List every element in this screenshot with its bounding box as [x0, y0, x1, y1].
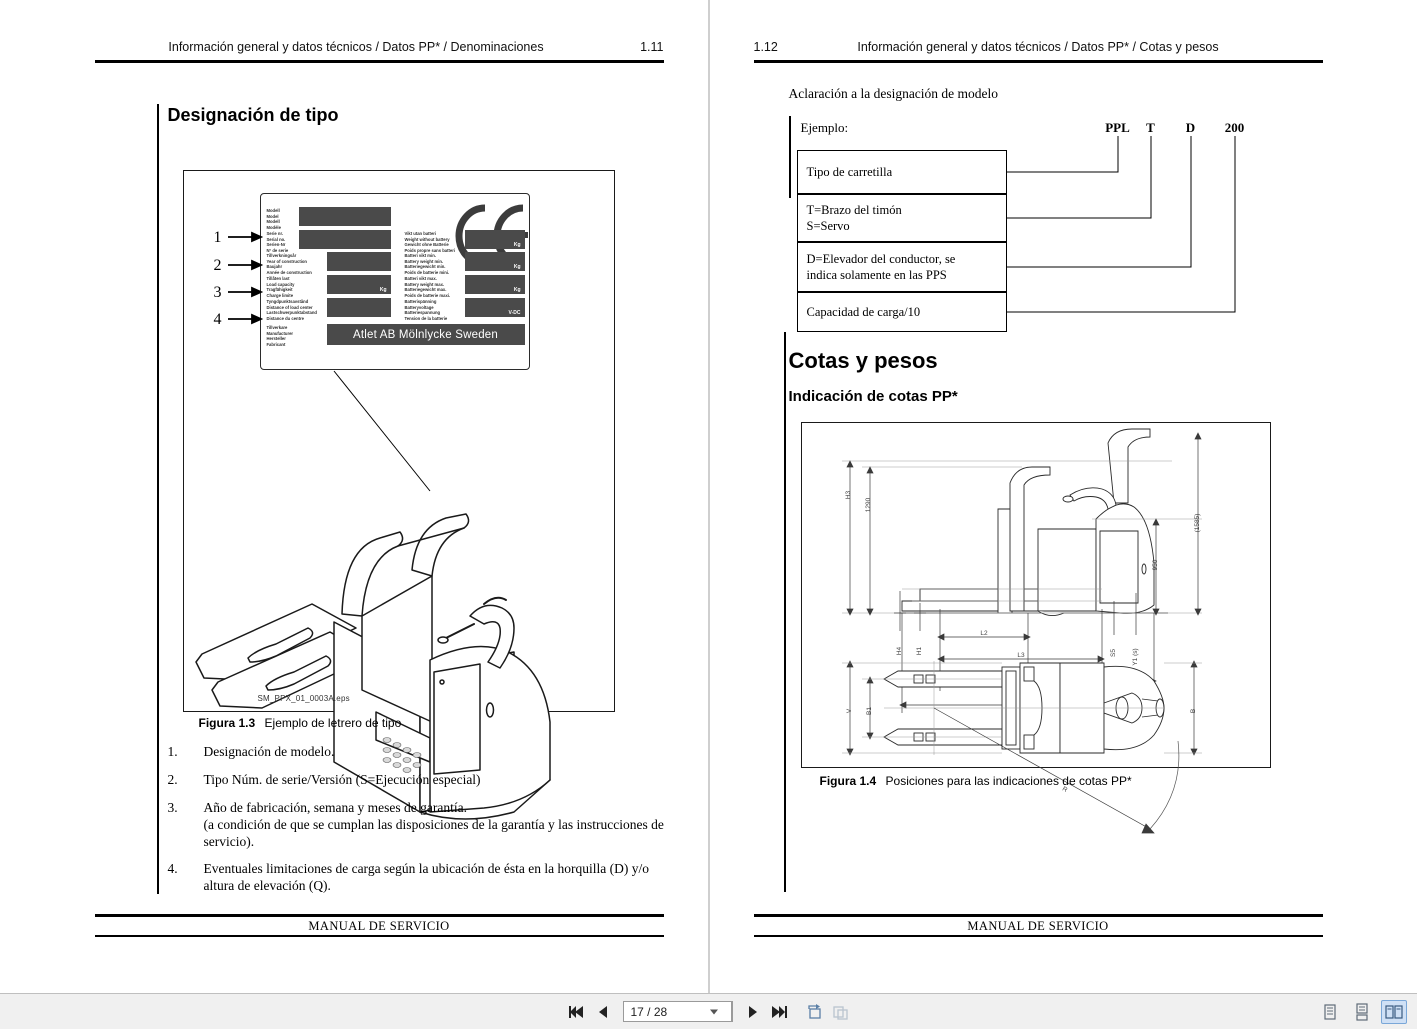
plate-unit-kg: Kg [513, 242, 521, 248]
footer-text: MANUAL DE SERVICIO [967, 918, 1109, 933]
desig-box-elevator: D=Elevador del conductor, se indica solamente en las PPS [797, 242, 1007, 292]
figure-1-3-frame [183, 170, 615, 712]
callout-number-1: 1 [213, 229, 222, 246]
dim-label-l3: L3 [1016, 652, 1025, 659]
callout-number-4: 4 [213, 311, 222, 328]
list-item [168, 744, 668, 761]
duplicate-page-icon [832, 1004, 850, 1020]
plate-label-voltage: Batterispänning Batteryvoltage Batteriespannung Tension de la batterie [404, 299, 448, 321]
running-head-title: Información general y datos técnicos / Datos PP* / Cotas y pesos [857, 40, 1219, 54]
callout-number-2: 2 [213, 257, 222, 274]
footer-rule-bottom [95, 935, 664, 937]
header-rule [95, 60, 664, 63]
dim-label-y1: Y1 (s) [1131, 648, 1139, 666]
previous-page-button[interactable] [590, 1000, 616, 1024]
subsection-heading-indicacion: Indicación de cotas PP* [788, 388, 958, 405]
copy-page-button[interactable] [828, 1000, 854, 1024]
plate-unit-vdc: V-DC [508, 310, 521, 316]
list-item-text: Eventuales limitaciones de carga según la ubicación de ésta en la horquilla (D) y/o altura de elevación (Q). [203, 861, 649, 894]
page-folio: 1.12 [753, 40, 778, 54]
page-running-head-left [95, 40, 664, 54]
page-running-head-right [754, 40, 1323, 54]
plate-label-weight-nobattery: Vikt utan batteri Weight without battery Gewicht ohne Batterie Poids propre sans batteri [404, 231, 455, 253]
change-bar [784, 332, 787, 892]
code-segment-t: T [1146, 120, 1155, 135]
two-page-view-button[interactable] [1381, 1000, 1407, 1024]
document-page-left [7, 0, 709, 993]
plate-label-load-center: Tyngdpunktsavstånd Distance of load center Lastschwerpunktabstand Distance du centre [266, 299, 317, 321]
figure-caption-text: Ejemplo de letrero de tipo [264, 716, 402, 730]
header-rule [754, 60, 1323, 63]
desig-box-capacity: Capacidad de carga/10 [797, 292, 1007, 332]
plate-label-battery-min: Batteri vikt min. Battery weight min. Batteriegewicht min. Poids de batterie mini. [404, 253, 450, 275]
facing-pages-icon [1385, 1003, 1403, 1021]
dim-label-1585: (1585) [1193, 513, 1201, 533]
list-item-text: Tipo Núm. de serie/Versión (S=Ejecución especial) [203, 771, 481, 787]
plate-label-model: Modell Model Modell Modèle [266, 208, 281, 230]
numbered-list [168, 744, 668, 906]
rotate-view-button[interactable] [802, 1000, 828, 1024]
model-designation-diagram [789, 112, 1309, 342]
plate-label-capacity: Tillåten last Load capacity Tragfähigkeit Charge limite [266, 276, 295, 298]
list-item-number: 2. [167, 771, 178, 787]
rotate-page-icon [806, 1004, 824, 1020]
dim-label-h3: H3 [844, 490, 852, 500]
change-bar [157, 104, 160, 894]
desig-box-truck-type: Tipo de carretilla [797, 150, 1007, 194]
page-number-input[interactable] [623, 1001, 733, 1022]
figure-caption-label: Figura 1.3 [198, 716, 256, 730]
list-item [168, 772, 668, 789]
continuous-scroll-view-button[interactable] [1349, 1000, 1375, 1024]
list-item-text: Año de fabricación, semana y meses de garantía. (a condición de que se cumplan las disposiciones de la garantía y las instrucciones de servicio). [203, 799, 664, 849]
dim-label-r: R [1060, 785, 1068, 794]
plate-unit-kg: Kg [513, 287, 521, 293]
footer-rule-bottom [754, 935, 1323, 937]
page-folio: 1.11 [640, 40, 664, 54]
designation-leader-lines [789, 112, 1309, 342]
dim-label-1290: 1290 [864, 497, 872, 513]
last-page-icon [771, 1005, 787, 1019]
intro-text: Aclaración a la designación de modelo [788, 86, 999, 101]
dim-label-b1: B1 [865, 707, 873, 715]
view-mode-group [1317, 1000, 1407, 1024]
example-label: Ejemplo: [800, 120, 849, 135]
code-segment-200: 200 [1224, 120, 1245, 135]
dim-label-h1: H1 [915, 646, 923, 656]
page-number-value: 17 / 28 [630, 1004, 668, 1019]
continuous-page-icon [1354, 1003, 1370, 1021]
list-item-text: Designación de modelo. [203, 744, 335, 759]
callout-number-3: 3 [213, 284, 222, 301]
figure-caption-label: Figura 1.4 [819, 774, 877, 788]
first-page-button[interactable] [564, 1000, 590, 1024]
running-head-title: Información general y datos técnicos / Datos PP* / Denominaciones [168, 40, 544, 54]
figure-1-3-caption [199, 716, 402, 730]
viewer-toolbar [0, 993, 1417, 1029]
footer-text: MANUAL DE SERVICIO [308, 918, 450, 933]
section-heading-cotas: Cotas y pesos [788, 348, 938, 373]
page-footer-right [754, 914, 1323, 937]
list-item [168, 800, 668, 851]
dim-label-950: 950 [1151, 559, 1159, 571]
first-page-icon [569, 1005, 585, 1019]
dim-label-l2: L2 [979, 630, 988, 637]
list-item [168, 861, 668, 895]
dim-label-h4: H4 [895, 646, 903, 656]
dim-label-s5: S5 [1109, 649, 1117, 657]
plate-manufacturer-name: Atlet AB Mölnlycke Sweden [327, 324, 525, 345]
plate-unit-kg: Kg [513, 264, 521, 270]
list-item-number: 1. [167, 744, 178, 759]
plate-label-serial: Serie nr. Serial no. Serien-Nr N° de serie [266, 231, 289, 253]
plate-label-manufacturer: Tillverkare Manufacturer Hersteller Fabricant [266, 325, 294, 347]
code-segment-ppl: PPL [1105, 120, 1130, 135]
page-title: Designación de tipo [167, 105, 339, 125]
dim-label-b: B [1189, 708, 1197, 714]
chevron-right-icon [746, 1005, 760, 1019]
document-page-right [709, 0, 1411, 993]
plate-label-battery-max: Batteri vikt max. Battery weight max. Batteriegewicht max. Poids de batterie maxi. [404, 276, 451, 298]
page-footer-left [95, 914, 664, 937]
chevron-down-icon[interactable] [710, 1009, 718, 1014]
desig-box-tiller: T=Brazo del timón S=Servo [797, 194, 1007, 242]
chevron-left-icon [596, 1005, 610, 1019]
next-page-button[interactable] [740, 1000, 766, 1024]
last-page-button[interactable] [766, 1000, 792, 1024]
single-page-view-button[interactable] [1317, 1000, 1343, 1024]
figure-1-4-caption [820, 774, 1132, 788]
single-page-icon [1322, 1003, 1338, 1021]
figure-caption-text: Posiciones para las indicaciones de cotas PP* [885, 774, 1132, 788]
code-segment-d: D [1185, 120, 1196, 135]
figure-source-filename: SM_PPX_01_0003A.eps [257, 694, 350, 703]
list-item-number: 3. [167, 799, 178, 815]
plate-label-year: Tillverkningsår Year of construction Baujahr Année de construction [266, 253, 312, 275]
plate-unit-kg: Kg [379, 287, 387, 293]
page-navigation-group [564, 1000, 854, 1024]
dim-label-v: V [845, 708, 853, 714]
list-item-number: 4. [167, 861, 178, 877]
